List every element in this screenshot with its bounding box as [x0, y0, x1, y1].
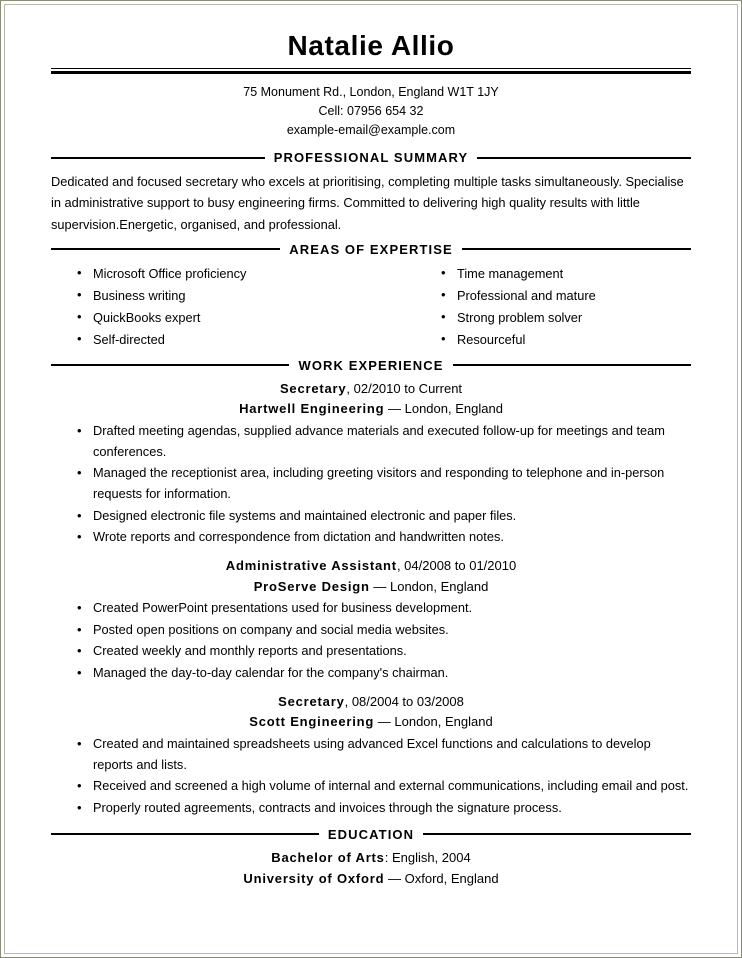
page-title: Natalie Allio [287, 30, 455, 61]
job-role: Secretary [278, 693, 345, 709]
list-item: • Drafted meeting agendas, supplied advance materials and executed follow-up for meetings and team conferences. [51, 421, 691, 463]
job-location: London, England [394, 714, 493, 730]
job-dates: , 08/2004 to 03/2008 [344, 693, 464, 709]
job-org-line [51, 399, 691, 420]
list-item: • Professional and mature [415, 285, 691, 307]
heading-rule-left [51, 833, 319, 835]
job-company: Hartwell Engineering [239, 401, 385, 417]
education-school-line [51, 869, 691, 890]
job-duties-list [51, 734, 691, 819]
list-item: • Properly routed agreements, contracts and invoices through the signature process. [51, 798, 691, 819]
list-item: • Managed the receptionist area, including greeting visitors and responding to telephone and in-person requests for information. [51, 463, 691, 505]
job-duties-list [51, 421, 691, 548]
list-item: • Self-directed [51, 329, 371, 351]
job-role: Administrative Assistant [225, 558, 397, 574]
job-company: ProServe Design [253, 578, 370, 594]
education-location: Oxford, England [404, 870, 499, 886]
job-duties-list [51, 598, 691, 683]
header-divider [51, 68, 691, 74]
experience-entry [51, 692, 691, 819]
education-degree-detail: : English, 2004 [384, 849, 471, 865]
summary-text: Dedicated and focused secretary who excels at prioritising, completing multiple tasks simultaneously. Specialise in administrative support to busy engineering firms. Committed to delivering high quality results with little supervision.Energetic, organised, and professional. [51, 174, 684, 232]
list-item: • Created and maintained spreadsheets using advanced Excel functions and calculations to develop reports and lists. [51, 734, 691, 776]
education-degree: Bachelor of Arts [271, 849, 385, 865]
expertise-column-left [51, 263, 371, 351]
job-separator: — [384, 401, 405, 417]
job-title-line [51, 379, 691, 400]
heading-rule-left [51, 364, 289, 366]
contact-phone: Cell: 07956 654 32 [318, 104, 424, 119]
heading-rule-left [51, 157, 265, 159]
list-item: • Strong problem solver [415, 307, 691, 329]
heading-rule-right [477, 157, 691, 159]
job-separator: — [374, 714, 395, 730]
list-item: • QuickBooks expert [51, 307, 371, 329]
education-degree-line [51, 848, 691, 869]
job-separator: — [369, 578, 390, 594]
section-label: PROFESSIONAL SUMMARY [273, 150, 469, 166]
expertise-list-left [51, 263, 371, 351]
job-company: Scott Engineering [249, 714, 375, 730]
expertise-column-right [371, 263, 691, 351]
section-heading-summary [51, 150, 691, 165]
education-school: University of Oxford [243, 870, 385, 886]
heading-rule-right [462, 248, 691, 250]
expertise-columns [51, 263, 691, 351]
contact-email: example-email@example.com [286, 123, 456, 138]
heading-rule-right [423, 833, 691, 835]
education-separator: — [384, 870, 405, 886]
job-location: London, England [389, 578, 489, 594]
contact-block [51, 83, 691, 140]
contact-address: 75 Monument Rd., London, England W1T 1JY [243, 85, 499, 100]
list-item: • Business writing [51, 285, 371, 307]
section-label: AREAS OF EXPERTISE [289, 241, 453, 257]
list-item: • Created weekly and monthly reports and presentations. [51, 641, 691, 662]
job-title-line [51, 692, 691, 713]
experience-list [51, 379, 691, 819]
list-item: • Received and screened a high volume of internal and external communications, including email and post. [51, 776, 691, 797]
divider-thick-line [51, 71, 691, 74]
heading-rule-right [453, 364, 691, 366]
job-dates: , 02/2010 to Current [346, 380, 463, 396]
section-label: WORK EXPERIENCE [298, 357, 444, 373]
section-heading-education [51, 827, 691, 842]
list-item: • Microsoft Office proficiency [51, 263, 371, 285]
list-item: • Wrote reports and correspondence from dictation and handwritten notes. [51, 527, 691, 548]
job-role: Secretary [279, 380, 347, 396]
heading-rule-left [51, 248, 280, 250]
list-item: • Time management [415, 263, 691, 285]
experience-entry [51, 556, 691, 684]
job-dates: , 04/2008 to 01/2010 [396, 558, 517, 574]
section-heading-experience [51, 358, 691, 373]
list-item: • Created PowerPoint presentations used for business development. [51, 598, 691, 619]
section-heading-expertise [51, 242, 691, 257]
job-org-line [51, 577, 691, 598]
resume-content [4, 4, 738, 954]
list-item: • Resourceful [415, 329, 691, 351]
job-title-line [51, 556, 691, 577]
experience-entry [51, 379, 691, 548]
section-label: EDUCATION [327, 826, 415, 842]
list-item: • Managed the day-to-day calendar for the company's chairman. [51, 663, 691, 684]
list-item: • Designed electronic file systems and maintained electronic and paper files. [51, 506, 691, 527]
expertise-list-right [415, 263, 691, 351]
job-location: London, England [404, 401, 503, 417]
list-item: • Posted open positions on company and social media websites. [51, 620, 691, 641]
job-org-line [51, 712, 691, 733]
